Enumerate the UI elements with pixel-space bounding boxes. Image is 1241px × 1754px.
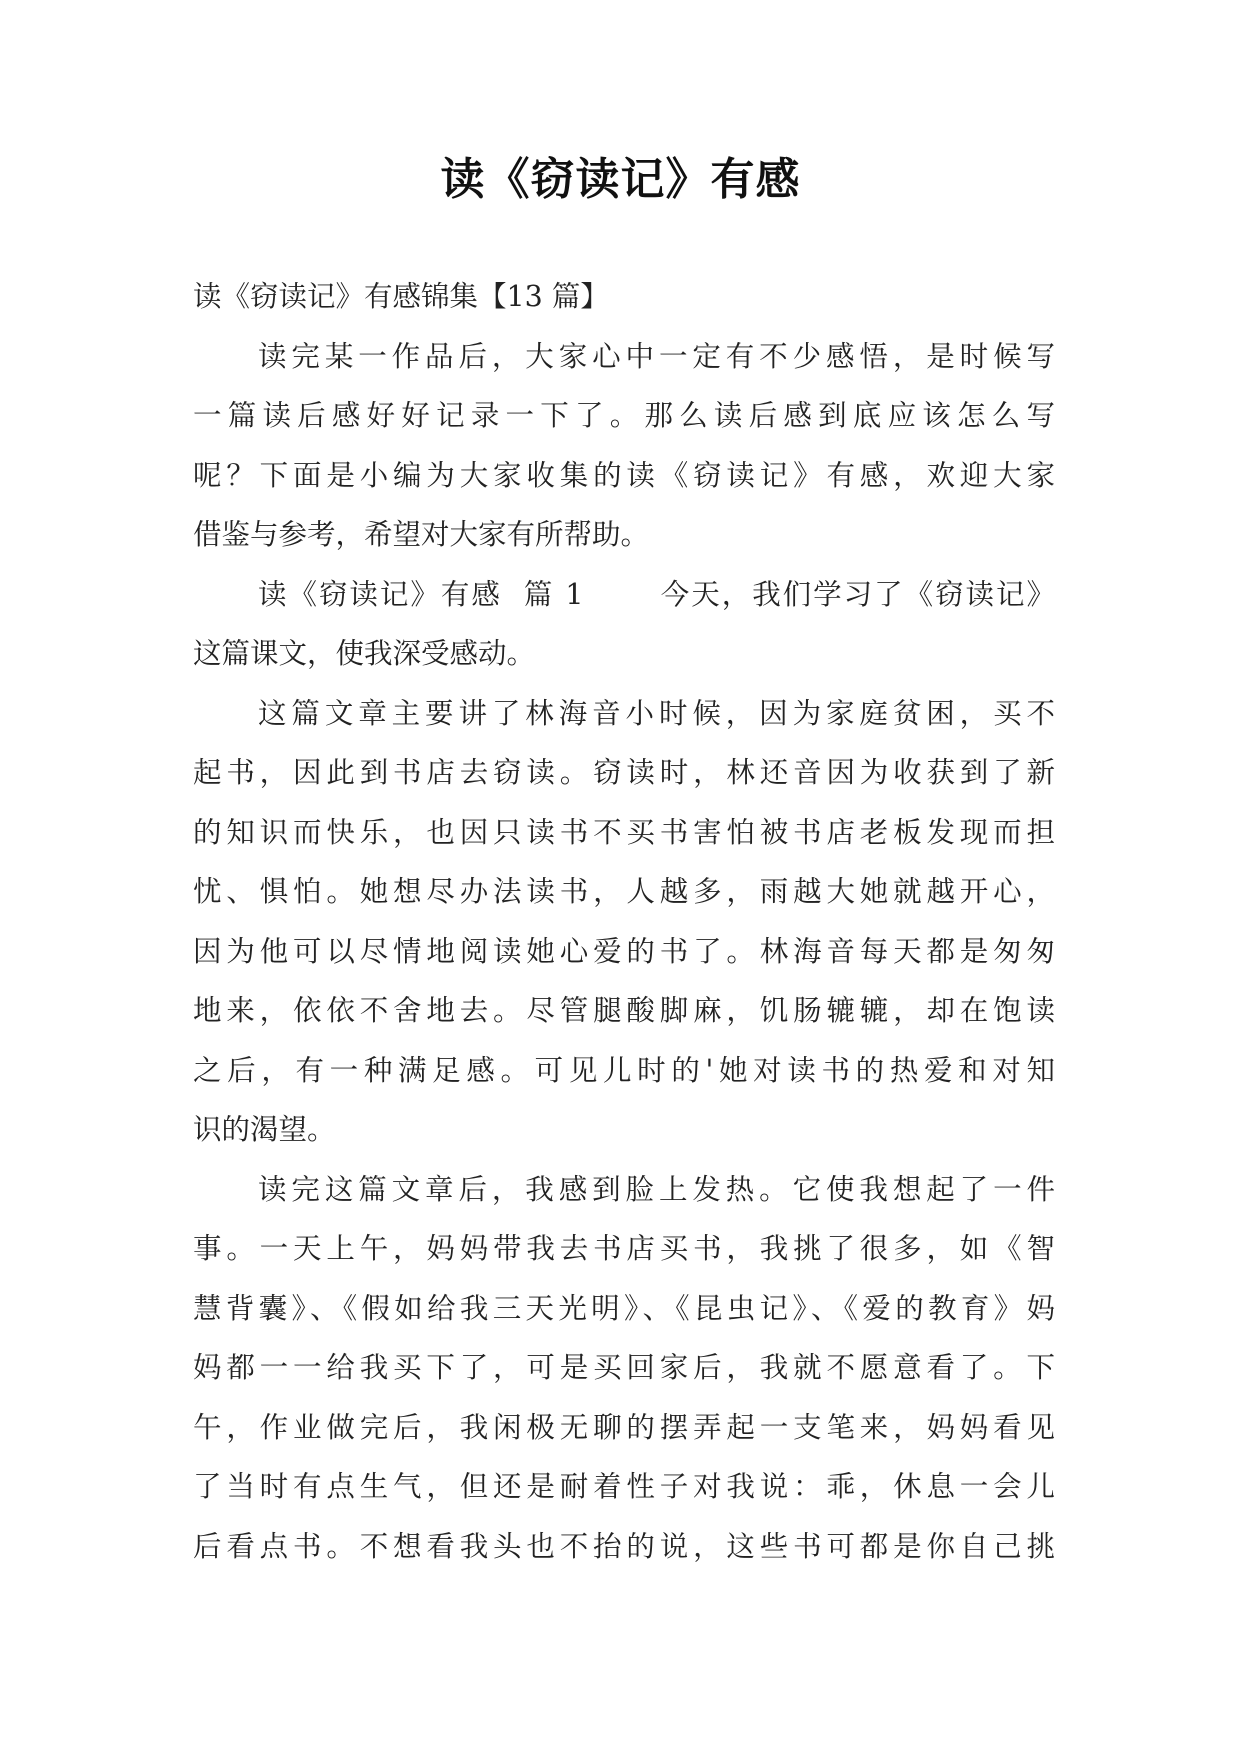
body-line: 因为他可以尽情地阅读她心爱的书了。林海音每天都是匆匆	[193, 934, 1055, 968]
document-title: 读《窃读记》有感	[440, 154, 801, 205]
body-line: 这篇文章主要讲了林海音小时候，因为家庭贫困，买不	[258, 696, 1055, 730]
body-line: 识的渴望。	[193, 1113, 336, 1146]
document-body	[193, 267, 1055, 1576]
body-line: 了当时有点生气，但还是耐着性子对我说：乖，休息一会儿	[193, 1470, 1055, 1503]
body-line: 读《窃读记》有感 篇 1 今天，我们学习了《窃读记》	[258, 577, 1055, 611]
body-line: 后看点书。不想看我头也不抬的说，这些书可都是你自己挑	[193, 1529, 1055, 1563]
body-line: 之后，有一种满足感。可见儿时的'她对读书的热爱和对知	[193, 1053, 1055, 1087]
body-line: 起书，因此到书店去窃读。窃读时，林还音因为收获到了新	[193, 756, 1055, 789]
body-line: 的知识而快乐，也因只读书不买书害怕被书店老板发现而担	[193, 815, 1055, 849]
body-line: 这篇课文，使我深受感动。	[193, 637, 536, 670]
body-line: 忧、惧怕。她想尽办法读书，人越多，雨越大她就越开心，	[193, 875, 1055, 908]
body-line: 呢？下面是小编为大家收集的读《窃读记》有感，欢迎大家	[193, 458, 1055, 492]
body-line: 借鉴与参考，希望对大家有所帮助。	[193, 518, 650, 551]
body-line: 妈都一一给我买下了，可是买回家后，我就不愿意看了。下	[193, 1351, 1055, 1384]
body-line: 午，作业做完后，我闲极无聊的摆弄起一支笔来，妈妈看见	[193, 1410, 1055, 1444]
body-line: 读完这篇文章后，我感到脸上发热。它使我想起了一件	[258, 1172, 1055, 1206]
body-line: 读完某一作品后，大家心中一定有不少感悟，是时候写	[258, 339, 1055, 373]
body-line: 一篇读后感好好记录一下了。那么读后感到底应该怎么写	[193, 399, 1055, 432]
subtitle-line: 读《窃读记》有感锦集【13 篇】	[193, 280, 609, 313]
body-line: 事。一天上午，妈妈带我去书店买书，我挑了很多，如《智	[193, 1232, 1055, 1265]
body-line: 地来，依依不舍地去。尽管腿酸脚麻，饥肠辘辘，却在饱读	[193, 994, 1055, 1027]
body-line: 慧背囊》、《假如给我三天光明》、《昆虫记》、《爱的教育》妈	[193, 1291, 1055, 1325]
